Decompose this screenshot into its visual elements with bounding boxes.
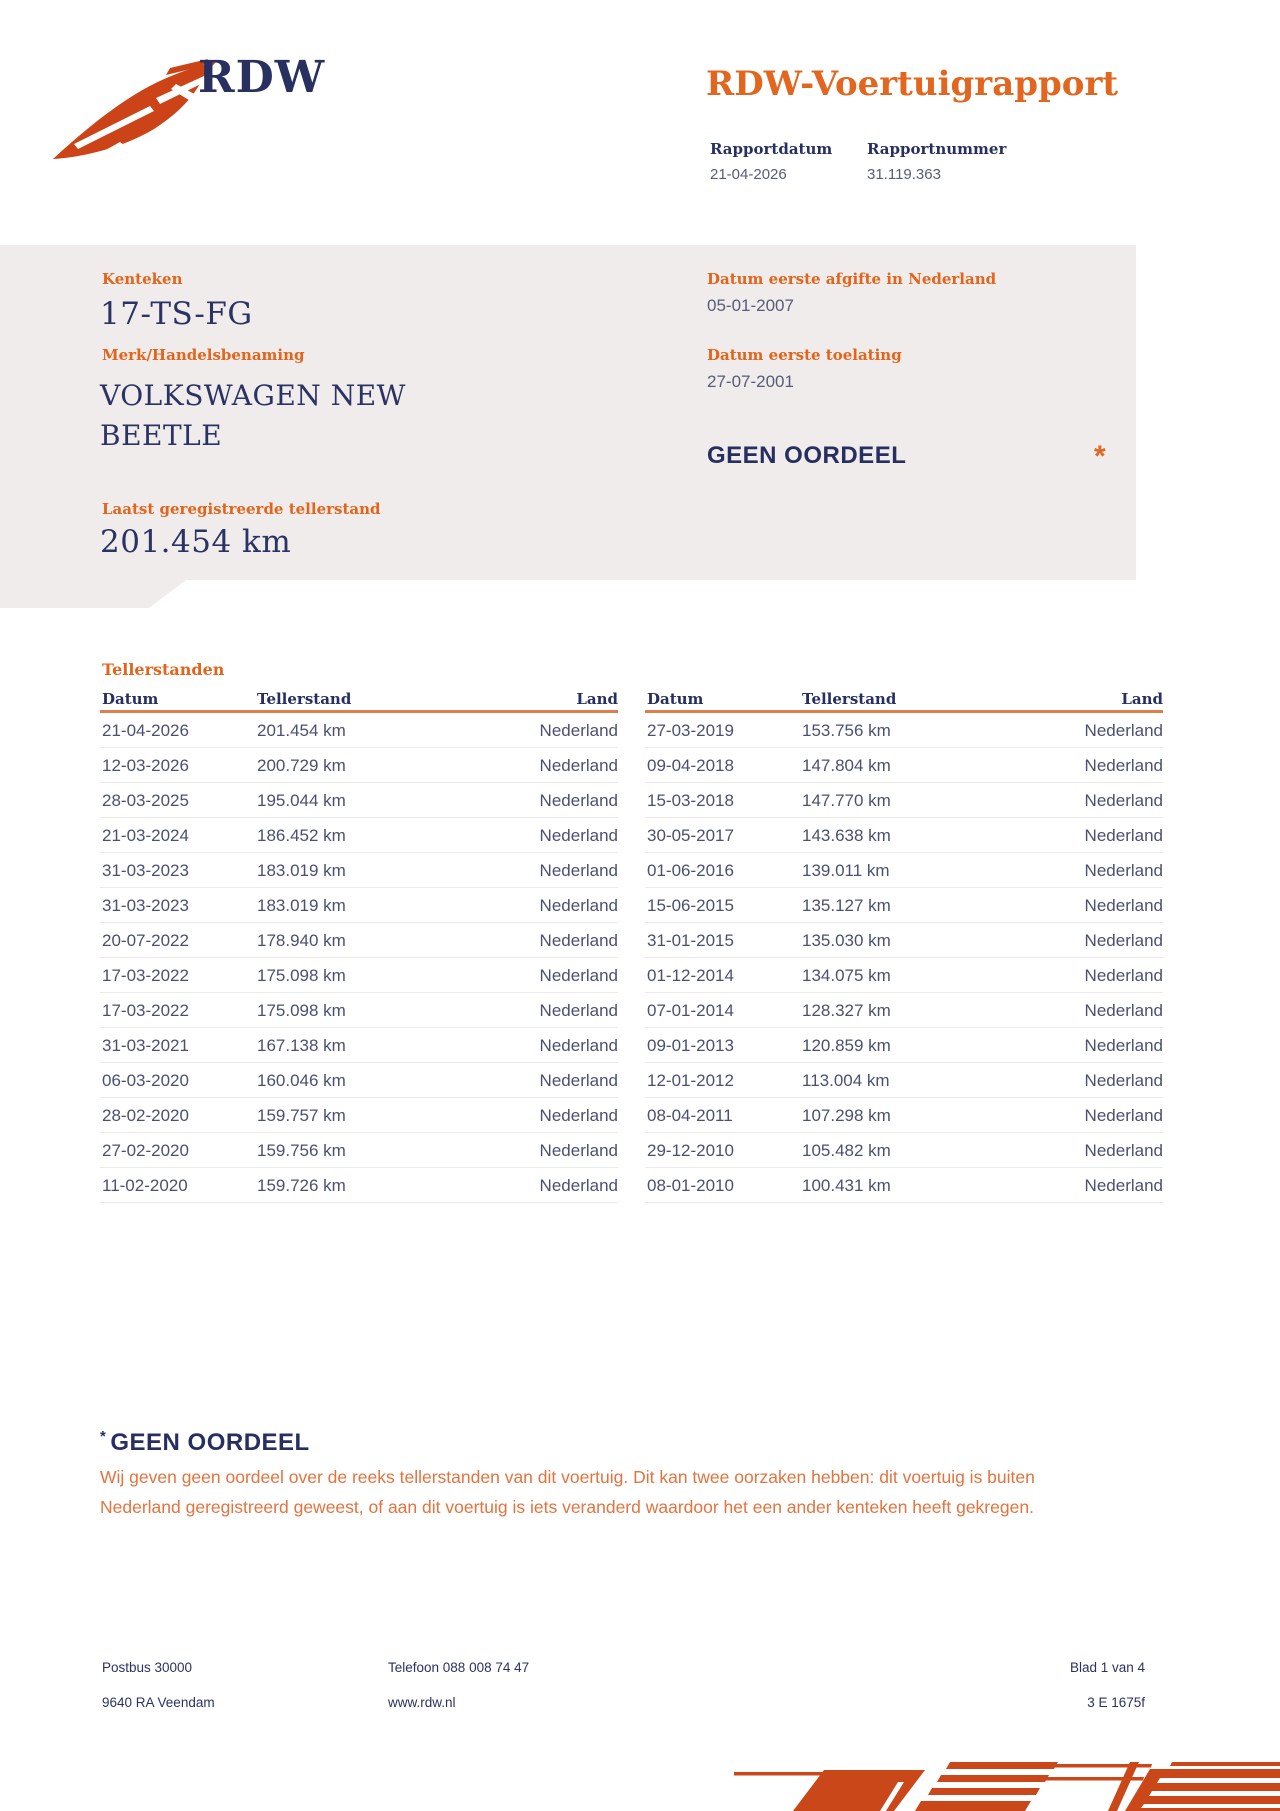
footer-form-code: 3 E 1675f xyxy=(1087,1695,1145,1710)
footnote-title: GEEN OORDEEL xyxy=(110,1429,310,1456)
kenteken-value: 17-TS-FG xyxy=(100,296,253,332)
kenteken-label: Kenteken xyxy=(102,270,183,288)
table-row xyxy=(100,713,618,748)
tellerstanden-table-right xyxy=(645,690,1163,1203)
tellerstanden-section-title: Tellerstanden xyxy=(102,660,225,679)
cell-land: Nederland xyxy=(1084,966,1163,985)
table-row xyxy=(645,993,1163,1028)
tellerstand-value: 201.454 km xyxy=(100,524,292,560)
cell-datum: 20-07-2022 xyxy=(102,931,189,950)
footer-website: www.rdw.nl xyxy=(388,1695,456,1710)
cell-tellerstand: 159.756 km xyxy=(257,1141,346,1160)
cell-datum: 29-12-2010 xyxy=(647,1141,734,1160)
cell-land: Nederland xyxy=(1084,826,1163,845)
cell-datum: 21-04-2026 xyxy=(102,721,189,740)
cell-tellerstand: 105.482 km xyxy=(802,1141,891,1160)
cell-tellerstand: 147.770 km xyxy=(802,791,891,810)
table-row xyxy=(645,818,1163,853)
table-row xyxy=(645,958,1163,993)
cell-land: Nederland xyxy=(1084,931,1163,950)
table-row xyxy=(100,1098,618,1133)
cell-tellerstand: 167.138 km xyxy=(257,1036,346,1055)
table-body xyxy=(100,713,618,1203)
cell-tellerstand: 200.729 km xyxy=(257,756,346,775)
cell-land: Nederland xyxy=(539,1141,618,1160)
cell-land: Nederland xyxy=(1084,791,1163,810)
cell-land: Nederland xyxy=(539,826,618,845)
col-header-datum: Datum xyxy=(647,690,704,708)
table-row xyxy=(645,748,1163,783)
oordeel-asterisk: * xyxy=(1094,440,1106,473)
afgifte-value: 05-01-2007 xyxy=(707,296,794,315)
table-row xyxy=(100,1133,618,1168)
cell-tellerstand: 128.327 km xyxy=(802,1001,891,1020)
cell-land: Nederland xyxy=(539,931,618,950)
table-row xyxy=(645,853,1163,888)
cell-datum: 21-03-2024 xyxy=(102,826,189,845)
cell-land: Nederland xyxy=(1084,1071,1163,1090)
cell-datum: 01-06-2016 xyxy=(647,861,734,880)
report-number-label: Rapportnummer xyxy=(867,140,1007,158)
table-row xyxy=(645,1028,1163,1063)
table-row xyxy=(100,748,618,783)
cell-tellerstand: 159.726 km xyxy=(257,1176,346,1195)
footnote-text: Wij geven geen oordeel over de reeks tellerstanden van dit voertuig. Dit kan twee oorzaken hebben: dit voertuig is buiten Nederland geregistreerd geweest, of aan dit voertuig is iets veranderd waardoor het een ander kenteken heeft gekregen. xyxy=(100,1467,1035,1517)
table-row xyxy=(100,783,618,818)
footer-address-line2: 9640 RA Veendam xyxy=(102,1695,215,1710)
table-row xyxy=(645,713,1163,748)
cell-tellerstand: 195.044 km xyxy=(257,791,346,810)
table-row xyxy=(100,1028,618,1063)
table-header xyxy=(645,690,1163,713)
cell-land: Nederland xyxy=(539,791,618,810)
table-row xyxy=(645,1133,1163,1168)
cell-datum: 17-03-2022 xyxy=(102,966,189,985)
footer-page-number: Blad 1 van 4 xyxy=(1069,1660,1145,1675)
cell-datum: 31-01-2015 xyxy=(647,931,734,950)
table-row xyxy=(100,853,618,888)
toelating-value: 27-07-2001 xyxy=(707,372,794,391)
cell-tellerstand: 135.030 km xyxy=(802,931,891,950)
cell-land: Nederland xyxy=(1084,861,1163,880)
cell-land: Nederland xyxy=(1084,1141,1163,1160)
cell-datum: 12-01-2012 xyxy=(647,1071,734,1090)
cell-land: Nederland xyxy=(539,1106,618,1125)
afgifte-label: Datum eerste afgifte in Nederland xyxy=(707,270,997,288)
cell-tellerstand: 139.011 km xyxy=(802,861,890,880)
cell-datum: 15-03-2018 xyxy=(647,791,734,810)
table-row xyxy=(100,993,618,1028)
table-row xyxy=(645,1168,1163,1203)
cell-tellerstand: 186.452 km xyxy=(257,826,346,845)
cell-land: Nederland xyxy=(539,861,618,880)
vehicle-summary-panel-tab xyxy=(0,580,186,608)
cell-land: Nederland xyxy=(1084,1036,1163,1055)
cell-datum: 17-03-2022 xyxy=(102,1001,189,1020)
cell-land: Nederland xyxy=(1084,1106,1163,1125)
footer-address-line1: Postbus 30000 xyxy=(102,1660,193,1675)
cell-datum: 27-02-2020 xyxy=(102,1141,189,1160)
cell-datum: 08-04-2011 xyxy=(647,1106,733,1125)
cell-tellerstand: 113.004 km xyxy=(802,1071,890,1090)
cell-tellerstand: 153.756 km xyxy=(802,721,891,740)
cell-land: Nederland xyxy=(539,1001,618,1020)
cell-datum: 15-06-2015 xyxy=(647,896,734,915)
cell-land: Nederland xyxy=(1084,756,1163,775)
cell-datum: 28-03-2025 xyxy=(102,791,189,810)
table-row xyxy=(645,888,1163,923)
cell-tellerstand: 147.804 km xyxy=(802,756,891,775)
cell-datum: 09-01-2013 xyxy=(647,1036,734,1055)
cell-tellerstand: 100.431 km xyxy=(802,1176,891,1195)
cell-land: Nederland xyxy=(539,756,618,775)
cell-datum: 11-02-2020 xyxy=(102,1176,188,1195)
table-row xyxy=(100,923,618,958)
footnote-heading xyxy=(100,1428,310,1457)
table-row xyxy=(645,783,1163,818)
report-date-value: 21-04-2026 xyxy=(710,166,787,183)
cell-datum: 30-05-2017 xyxy=(647,826,734,845)
table-row xyxy=(100,958,618,993)
cell-datum: 31-03-2023 xyxy=(102,896,189,915)
cell-datum: 28-02-2020 xyxy=(102,1106,189,1125)
page-title: RDW-Voertuigrapport xyxy=(706,64,1119,104)
col-header-datum: Datum xyxy=(102,690,159,708)
speed-stripes-graphic xyxy=(720,1762,1280,1811)
report-number-value: 31.119.363 xyxy=(867,166,941,183)
cell-datum: 09-04-2018 xyxy=(647,756,734,775)
table-body xyxy=(645,713,1163,1203)
cell-land: Nederland xyxy=(539,966,618,985)
tellerstand-label: Laatst geregistreerde tellerstand xyxy=(102,500,381,518)
cell-datum: 07-01-2014 xyxy=(647,1001,734,1020)
cell-land: Nederland xyxy=(539,1176,618,1195)
footer-phone: Telefoon 088 008 74 47 xyxy=(388,1660,530,1675)
cell-land: Nederland xyxy=(539,1036,618,1055)
footnote-asterisk: * xyxy=(100,1428,107,1445)
table-row xyxy=(100,888,618,923)
rdw-logo-wordmark: RDW xyxy=(198,52,326,103)
table-header xyxy=(100,690,618,713)
cell-tellerstand: 175.098 km xyxy=(257,1001,346,1020)
toelating-label: Datum eerste toelating xyxy=(707,346,902,364)
table-row xyxy=(645,923,1163,958)
cell-datum: 01-12-2014 xyxy=(647,966,734,985)
report-date-label: Rapportdatum xyxy=(710,140,833,158)
cell-datum: 27-03-2019 xyxy=(647,721,734,740)
rdw-logo-feather-icon xyxy=(50,56,222,162)
cell-tellerstand: 107.298 km xyxy=(802,1106,891,1125)
col-header-land: Land xyxy=(1121,690,1163,708)
cell-datum: 06-03-2020 xyxy=(102,1071,189,1090)
cell-land: Nederland xyxy=(539,721,618,740)
col-header-land: Land xyxy=(576,690,618,708)
cell-tellerstand: 120.859 km xyxy=(802,1036,891,1055)
cell-tellerstand: 175.098 km xyxy=(257,966,346,985)
cell-tellerstand: 134.075 km xyxy=(802,966,891,985)
cell-land: Nederland xyxy=(1084,896,1163,915)
merk-value: VOLKSWAGEN NEW BEETLE xyxy=(100,379,406,452)
cell-tellerstand: 183.019 km xyxy=(257,896,346,915)
table-row xyxy=(100,818,618,853)
cell-land: Nederland xyxy=(1084,1176,1163,1195)
cell-land: Nederland xyxy=(539,1071,618,1090)
cell-land: Nederland xyxy=(1084,721,1163,740)
oordeel-status: GEEN OORDEEL xyxy=(707,442,907,469)
cell-tellerstand: 178.940 km xyxy=(257,931,346,950)
cell-tellerstand: 135.127 km xyxy=(802,896,891,915)
col-header-tellerstand: Tellerstand xyxy=(802,690,897,708)
tellerstanden-table-left xyxy=(100,690,618,1203)
cell-tellerstand: 143.638 km xyxy=(802,826,891,845)
cell-tellerstand: 159.757 km xyxy=(257,1106,346,1125)
table-row xyxy=(100,1063,618,1098)
table-row xyxy=(645,1063,1163,1098)
cell-land: Nederland xyxy=(539,896,618,915)
col-header-tellerstand: Tellerstand xyxy=(257,690,352,708)
cell-datum: 08-01-2010 xyxy=(647,1176,734,1195)
cell-tellerstand: 201.454 km xyxy=(257,721,346,740)
cell-tellerstand: 160.046 km xyxy=(257,1071,346,1090)
cell-datum: 31-03-2023 xyxy=(102,861,189,880)
cell-land: Nederland xyxy=(1084,1001,1163,1020)
merk-label: Merk/Handelsbenaming xyxy=(102,346,305,364)
cell-tellerstand: 183.019 km xyxy=(257,861,346,880)
cell-datum: 12-03-2026 xyxy=(102,756,189,775)
cell-datum: 31-03-2021 xyxy=(102,1036,189,1055)
table-row xyxy=(645,1098,1163,1133)
table-row xyxy=(100,1168,618,1203)
